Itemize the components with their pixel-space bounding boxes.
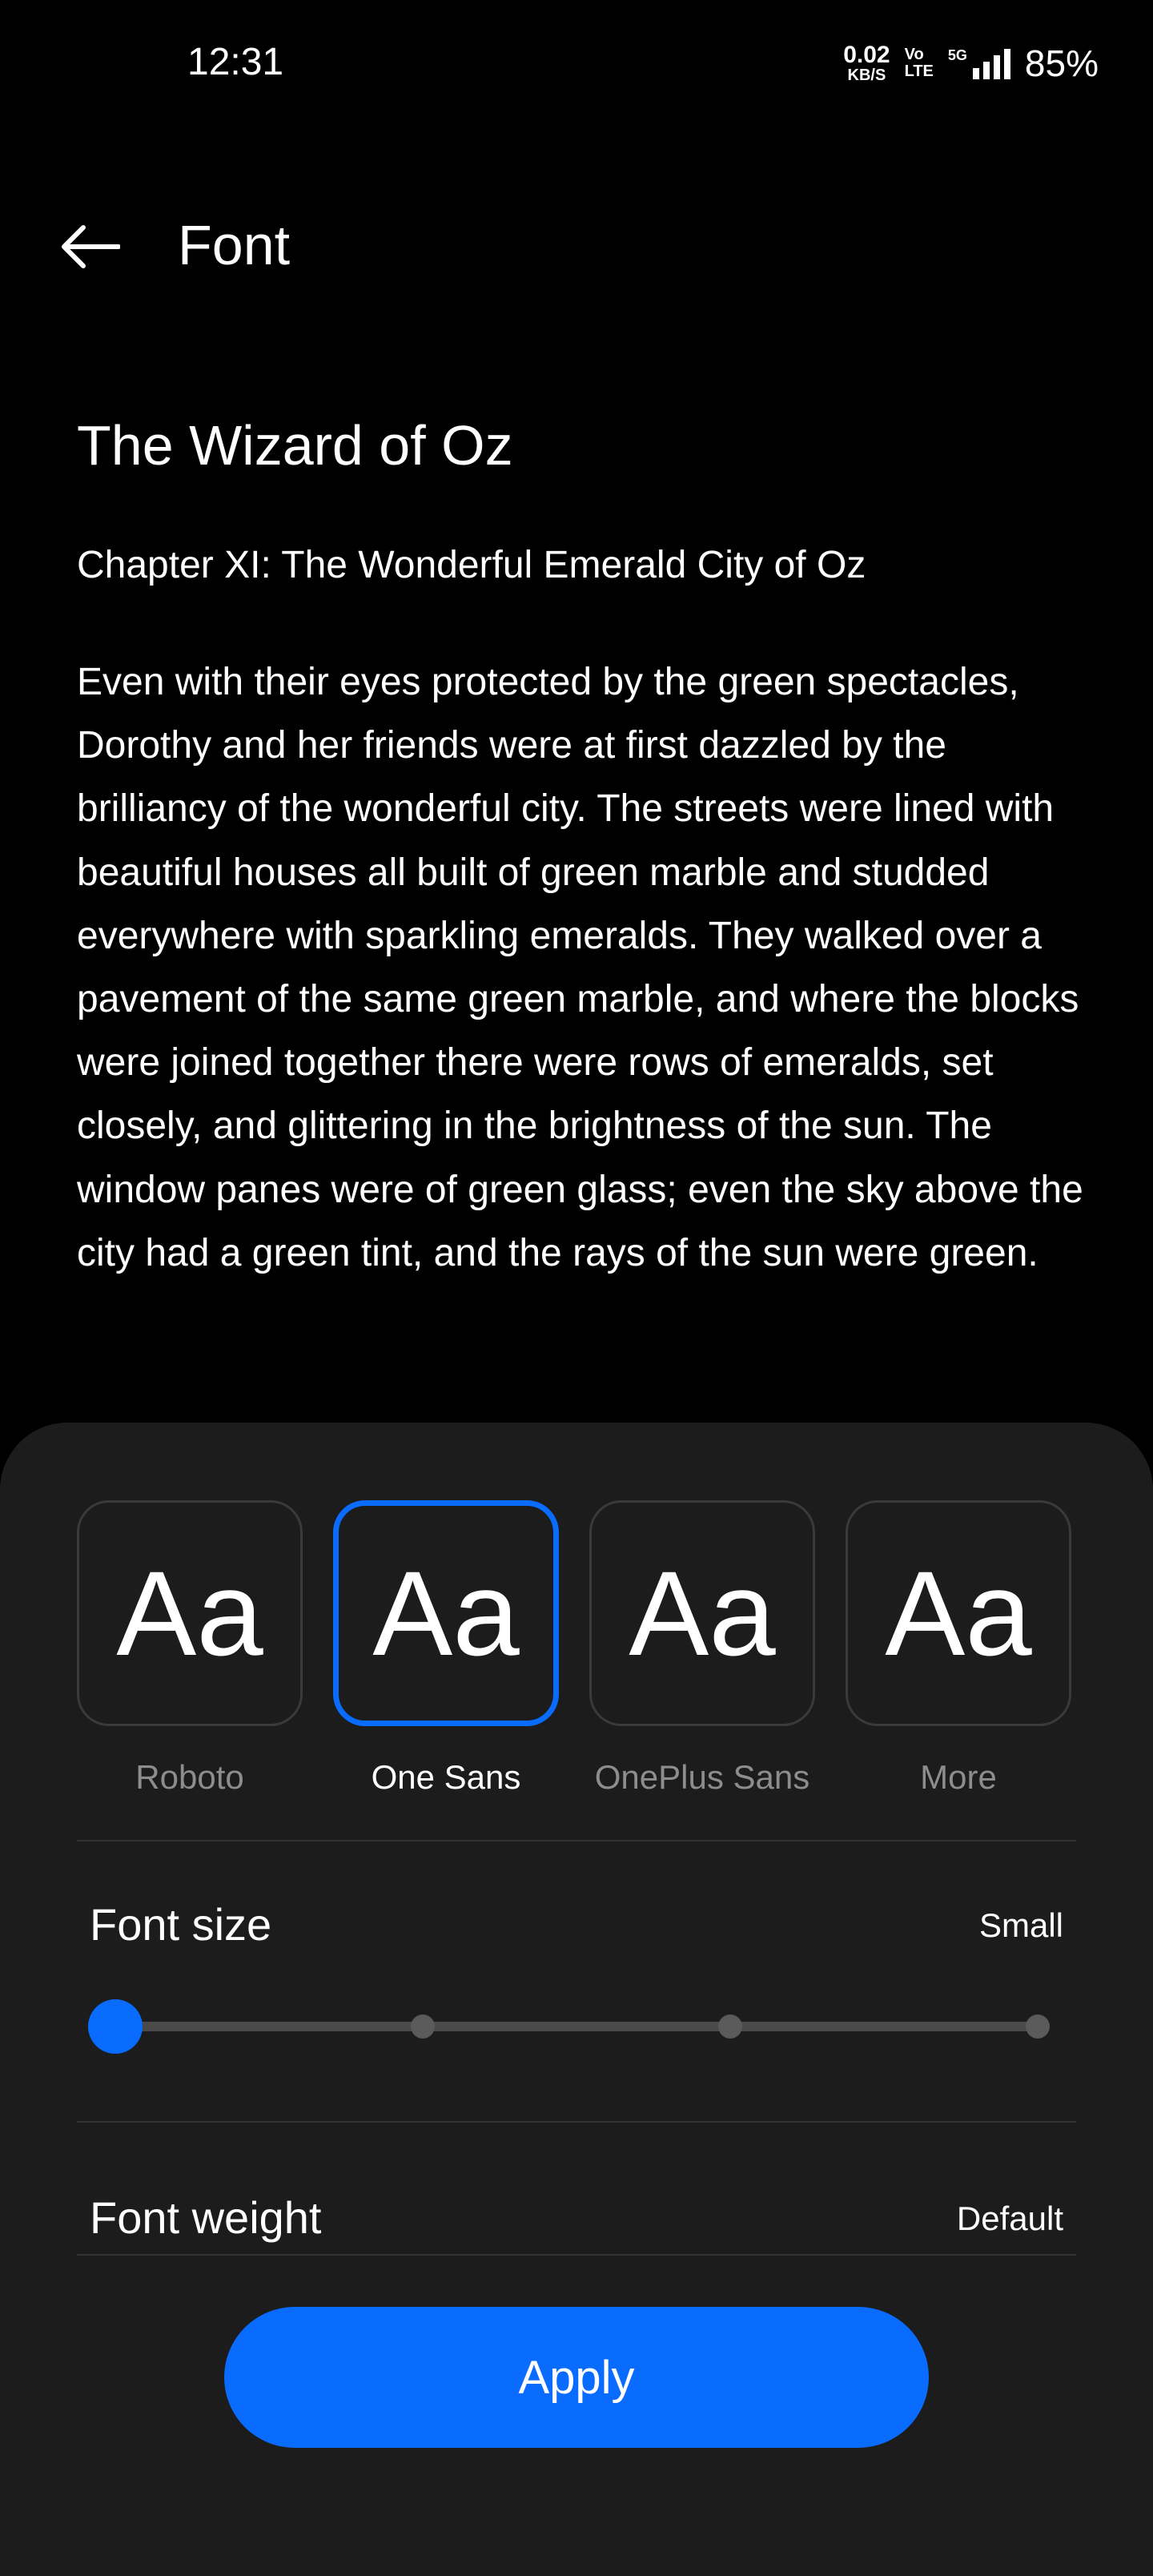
font-weight-value[interactable]: Default: [956, 2200, 1063, 2237]
font-label-one-sans: One Sans: [371, 1758, 521, 1796]
battery-level: 85%: [1024, 42, 1099, 84]
slider-step: [1026, 2015, 1050, 2039]
volte-bottom: LTE: [904, 62, 934, 80]
font-size-label: Font size: [90, 1899, 272, 1950]
network-type: 5G: [947, 47, 967, 63]
font-size-slider[interactable]: [114, 2022, 1038, 2031]
font-option-one-sans[interactable]: Aa: [333, 1500, 559, 1726]
font-option-oneplus-sans[interactable]: Aa: [589, 1500, 815, 1726]
back-button[interactable]: [51, 208, 128, 285]
preview-chapter: Chapter XI: The Wonderful Emerald City of Oz: [77, 544, 866, 586]
network-speed-unit: KB/S: [847, 66, 886, 84]
signal-bar: [994, 55, 1000, 79]
network-speed-value: 0.02: [843, 42, 890, 68]
font-label-more: More: [920, 1758, 997, 1796]
font-size-value: Small: [978, 1906, 1063, 1944]
volte-top: Vo: [904, 46, 924, 63]
font-weight-label[interactable]: Font weight: [90, 2192, 322, 2243]
signal-icon: [948, 47, 1010, 79]
slider-step: [718, 2015, 742, 2039]
font-label-roboto: Roboto: [135, 1758, 244, 1796]
status-icons: [843, 42, 1099, 85]
font-option-more[interactable]: Aa: [846, 1500, 1071, 1726]
divider: [77, 2254, 1076, 2256]
volte-icon: [905, 46, 934, 80]
network-speed: [843, 43, 890, 83]
font-option-roboto[interactable]: Aa: [77, 1500, 303, 1726]
divider: [77, 1840, 1076, 1841]
arrow-left-icon: [59, 224, 120, 269]
signal-bar: [983, 62, 990, 79]
page-title: Font: [178, 214, 291, 276]
font-size-slider-thumb[interactable]: [88, 1999, 143, 2054]
status-time: 12:31: [187, 41, 284, 83]
divider: [77, 2121, 1076, 2123]
slider-step: [411, 2015, 435, 2039]
preview-title: The Wizard of Oz: [77, 414, 513, 477]
signal-bar: [973, 68, 979, 79]
signal-bar: [1004, 49, 1010, 79]
font-label-oneplus-sans: OnePlus Sans: [594, 1758, 810, 1796]
preview-body: Even with their eyes protected by the green spectacles, Dorothy and her friends were at first dazzled by the brilliancy of the wonderful city. The streets were lined with beautiful houses all built of green marble and studded everywhere with sparkling emeralds. They walked over a pavement of the same green marble, and where the blocks were joined together there were rows of emeralds, set closely, and glittering in the brightness of the sun. The window panes were of green glass; even the sky above the city had a green tint, and the rays of the sun were green.: [77, 661, 1083, 1274]
apply-button[interactable]: Apply: [224, 2307, 929, 2448]
